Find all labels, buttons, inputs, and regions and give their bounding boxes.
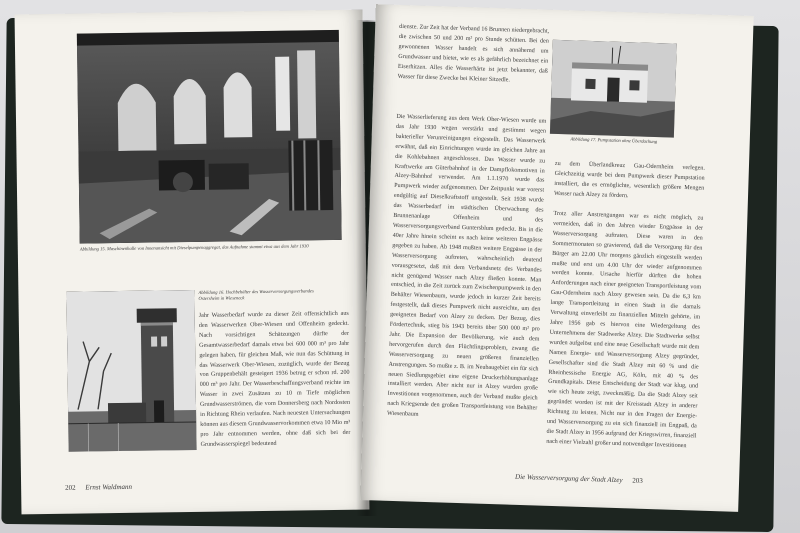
right-body-text-right-top: zu dem Überlandkreuz Gau-Odernheim verlegen. Gleichzeitig wurde bei dem Pumpwerk dieser Pumpstation installiert, die es ermöglichte, wesentlich größere Mengen Wasser nach Alzey zu fördern. bbox=[553, 160, 705, 199]
right-body-text-top: dienste. Zur Zeit hat der Verband 16 Brunnen niedergebracht, die zwischen 50 und 200 m³ pro Stunde schütten. Bei den gewonnenen Wasser handelt es sich annähernd um Grundwasser und bietet, wie es als gefährlich bezeichnet ein Eiserhitzen. Alles die Wasserhärte ist jetzt bekannter, daß Wasser für diese Zwecke bei Kleiner Sitzedle. bbox=[397, 23, 550, 83]
left-folio-author: Ernst Waldmann bbox=[85, 482, 133, 492]
right-page-number: 203 bbox=[632, 476, 643, 485]
water-tower-image bbox=[66, 290, 196, 452]
right-body-text-left: Die Wasserlieferung aus dem Werk Ober-Wiesen wurde um das Jahr 1930 wegen verstärkt und gestimmt wegen bakterieller Verunreinigungen eingestellt. Das Wasserwerk erwähnt, daß ein Einrichtungen wurde im gleichen Jahre an die Kohlebahnen angeschlossen. Das Wasser wurde zu Kraftwerke am Güterbahnhof in der Dampflokomotiven in Alzey-Bahnhof verwendet. Am 1.1.1970 wurde das Pumpwerk wieder aufgenommen. Der Zeitpunkt war vorerst endgültig auf Dieselkraftstoff umgestellt. Seit 1938 wurde das Wasserbedarf im städtischen Überwachung des Brunnenanlage Offenheim und des Wasserversorgungsverband Guntersblum gedeckt. Bis in die 40er Jahre hinein scheint es nach keine weiteren Engpässe gegeben zu haben. Ab 1948 mußten weitere Engpässe in der Wasserversorgung auftreten, wahrscheinlich deutend vorausgesetzt, daß mit dem Verbandsnetz des Verbandes nicht genügend Wasser nach Alzey fließen konnte. Man entschied, in die Zeit zurück zum Zwischenpumpwerk in den Behälter Wiesenbaum, wurde jedoch in kurzer Zeit bereits festgestellt, daß dieses Pumpwerk nicht ausreichte, um den geeigneten Bedarf von Alzey zu decken. Der Bezug, dies Fördertechnik, stieg bis 1943 bereits über 500 000 m³ pro Jahr. Die Expansion der Bevölkerung, wie auch dem hervorgerufen durch den Flüchtlingsproblem, zwang die Wasserversorgung zu neuen größeren finanziellen Anstrengungen. So mußte z. B. im Neubaugebiet ein für sich neuen Siedlungsgebiet eine eigene Druckerhöhungsanlage installiert werden. Aber nicht nur in Alzey wurden große Investitionen vorgenommen, auch der Verband mußte gleich nach Kriegsende den großen Transportleistung von Behälter Wiesenbaum bbox=[386, 113, 547, 418]
caption-machine-hall: Abbildung 15. Maschinenhalle von Innenansicht mit Dieselpumpenaggregat, das Aufnahme stammt etwa aus dem Jahr 1930 bbox=[79, 243, 309, 252]
photo-machine-hall bbox=[77, 30, 342, 244]
right-page bbox=[360, 4, 753, 512]
left-page bbox=[15, 10, 370, 515]
pump-station-image bbox=[550, 40, 677, 138]
left-folio bbox=[61, 483, 136, 492]
left-page-number: 202 bbox=[65, 483, 76, 492]
right-folio bbox=[511, 473, 647, 485]
machine-hall-image bbox=[77, 30, 342, 244]
caption-pump-station: Abbildung 17. Pumpstation ohne Überdachung bbox=[570, 136, 658, 145]
right-folio-title: Die Wasserversorgung der Stadt Alzey bbox=[514, 472, 623, 485]
right-body-text-right: Trotz aller Anstrengungen war es nicht möglich, zu vermeiden, daß in den Jahren wieder Engpässe in der Wasserversorgung auftraten. Diese waren in den Sommermonaten so gravierend, daß die Versorgung für den Bürger am 22.00 Uhr morgens gänzlich eingestellt werden mußte und erst um 4.00 Uhr der wieder aufgenommen werden konnte. Ursache hierfür dürften die hohen Anforderungen nach einer geeigneten Transportleistung vom Gau-Odernheim nach Alzey gewesen sein. Da die 6,3 km lange Transportleitung in einen Stadt in die damals Verwaltung einverleibt zu finanziellen Mitteln gehörte, im Jahre 1956 gab es hiervon eine Wiedergeltung des Unternehmens der Stadtwerke Alzey. Die Stadtwerke selbst wurden aufgelöst und eine neue Gesellschaft wurde mit dem Namen Energie- und Wasserversorgung Alzey gegründet, Gesellschafter sind die Stadt Alzey mit 60 % und die Rheinhessische Energie AG, Köln, mit 40 % des Grundkapitals. Diese Entscheidung der Stadt war klug, und wie sich heute zeigt, zweckmäßig. Da die Stadt Alzey seit gegründet worden ist mit der Kreisstadt Alzey in anderer Richtung zu leisten. Nicht nur in den Fragen der Energie- und Wasserversorgung zu ein sich finanziell im Engpaß, da die Stadt Alzey in 1956 aufgrund der Kriegswirren, finanziell nach einer Vielzahl großer und notwendiger Investitionen bbox=[546, 210, 704, 450]
photo-pump-station bbox=[550, 40, 677, 138]
left-body-text: Jahr Wasserbedarf wurde zu dieser Zeit offensichtlich aus den Wasserwerken Ober-Wiesen und Offenheim gedeckt. Nach vorsichtigen Schätzungen dürfte der Gesamtwasserbedarf damals etwa bei 600 000 m³ pro Jahr gelegen haben, für gleichen Maß, wie nun das Schüttung in das Wasserwerk Ober-Wiesen, zuzüglich, wurde der Bezug von Gruppenbehält gesteigert 1936 betrug er schon rd. 200 000 m³ pro Jahr. Der Wasserbeschaffungsverband reichte im Wasser in zwei Zusätzen zu 10 m Tiefe möglichen Grundwasserströmen, die vorn Donnersberg nach Nordosten in Richtung Rhein verlaufen. Nach neuesten Untersuchungen können aus diesem Grundwasservorkommen etwa 10 Mio m³ pro Jahr entnommen werden, ohne daß sich bei der Grundwasserspiegel bedeutend bbox=[198, 310, 351, 448]
caption-water-tower: Abbildung 16. Hochbehälter des Wasserversorgungsverbandes Ostersheim in Wieseneck bbox=[198, 288, 314, 302]
photo-water-tower bbox=[66, 290, 196, 452]
